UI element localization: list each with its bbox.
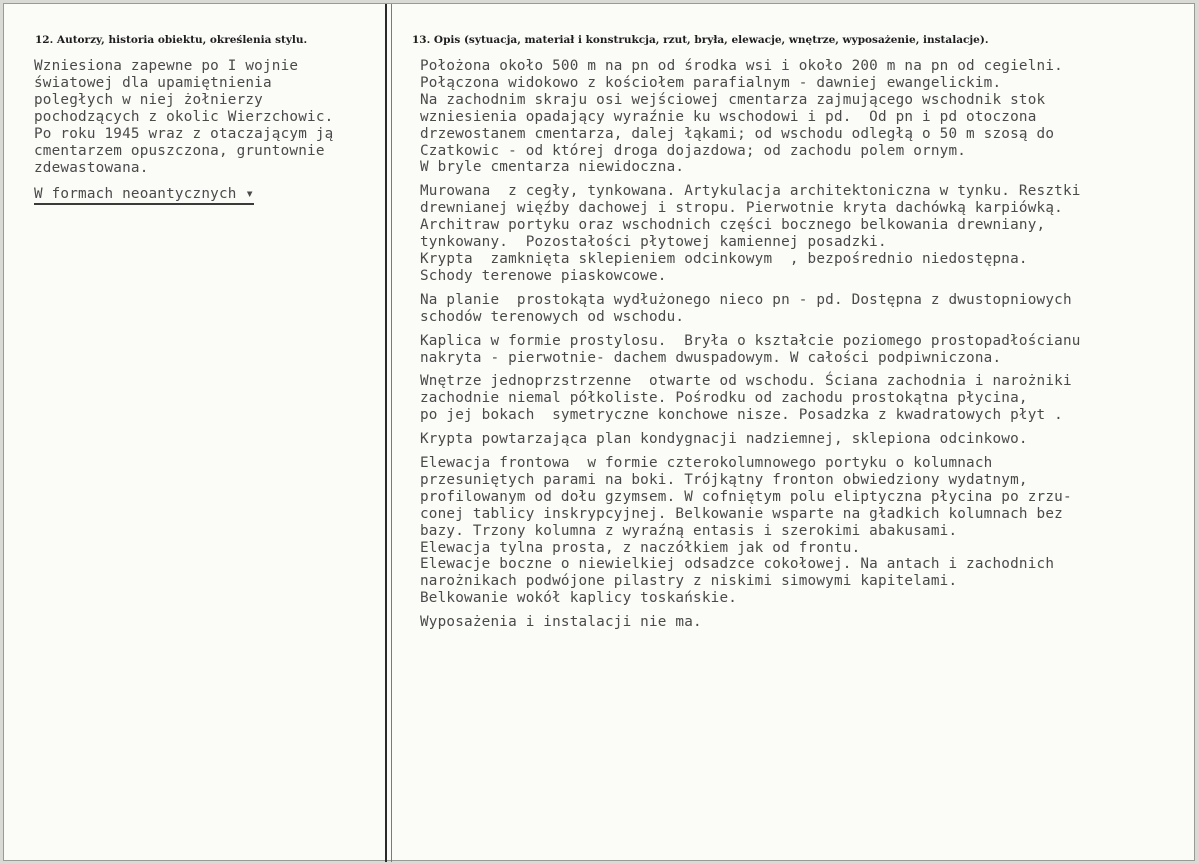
text-line: Krypta powtarzająca plan kondygnacji nadziemnej, sklepiona odcinkowo. xyxy=(420,431,1028,448)
text-line: po jej bokach symetryczne konchowe nisze. Posadzka z kwadratowych płyt . xyxy=(420,407,1063,424)
text-line: Położona około 500 m na pn od środka wsi i około 200 m na pn od cegielni. xyxy=(420,58,1063,74)
text-line: Wnętrze jednoprzstrzenne otwarte od wschodu. Ściana zachodnia i narożniki xyxy=(420,373,1072,390)
text-line: Murowana z cegły, tynkowana. Artykulacja architektoniczna w tynku. Resztki xyxy=(420,183,1081,200)
text-line: Czatkowic - od której droga dojazdowa; od zachodu polem ornym. xyxy=(420,142,967,159)
text-line: Wzniesiona zapewne po I wojnie xyxy=(34,58,299,74)
text-line: Kaplica w formie prostylosu. Bryła o kształcie poziomego prostopadłościanu xyxy=(420,332,1081,349)
text-line: nakryta - pierwotnie- dachem dwuspadowym. W całości podpiwniczona. xyxy=(420,349,1002,366)
column-divider xyxy=(385,4,387,862)
column-divider-thin xyxy=(391,4,392,862)
section-13-subtitle: (sytuacja, materiał i konstrukcja, rzut, bryła, elewacje, wnętrze, wyposażenie, instalacje). xyxy=(460,34,989,46)
text-line: bazy. Trzony kolumna z wyraźną entasis i szerokimi abakusami. xyxy=(420,522,958,539)
interior-paragraph xyxy=(420,373,1190,424)
text-line: poległych w niej żołnierzy xyxy=(34,92,263,108)
crypt-paragraph xyxy=(420,431,1190,448)
text-line: Po roku 1945 wraz z otaczającym ją xyxy=(34,126,334,142)
text-line: W bryle cmentarza niewidoczna. xyxy=(420,159,685,176)
document-sheet xyxy=(3,3,1195,861)
style-text: W formach neoantycznych ▾ xyxy=(34,186,254,205)
text-line: profilowanym od dołu gzymsem. W cofniętym polu eliptyczna płycina po zrzu- xyxy=(420,488,1072,505)
text-line: drzewostanem cmentarza, dalej łąkami; od wschodu odległą o 50 m szosą do xyxy=(420,125,1055,142)
text-line: Architraw portyku oraz wschodnich części bocznego belkowania drewniany, xyxy=(420,217,1046,234)
situation-paragraph xyxy=(420,58,1190,176)
text-line: światowej dla upamiętnienia xyxy=(34,75,272,91)
left-column-text xyxy=(34,58,379,203)
section-13-heading xyxy=(412,34,989,46)
text-line: conej tablicy inskrypcyjnej. Belkowanie wsparte na gładkich kolumnach bez xyxy=(420,505,1063,522)
text-line: schodów terenowych od wschodu. xyxy=(420,308,685,325)
text-line: Na planie prostokąta wydłużonego nieco pn - pd. Dostępna z dwustopniowych xyxy=(420,291,1072,308)
history-paragraph xyxy=(34,58,379,177)
text-line: drewnianej więźby dachowej i stropu. Pierwotnie kryta dachówką karpiówką. xyxy=(420,200,1063,217)
text-line: Wyposażenia i instalacji nie ma. xyxy=(420,614,702,631)
text-line: Na zachodnim skraju osi wejściowej cmentarza zajmującego wschodnik stok xyxy=(420,91,1046,108)
plan-paragraph xyxy=(420,292,1190,326)
text-line: tynkowany. Pozostałości płytowej kamiennej posadzki. xyxy=(420,234,887,251)
text-line: zdewastowana. xyxy=(34,160,149,176)
style-paragraph xyxy=(34,186,379,203)
material-paragraph xyxy=(420,183,1190,284)
text-line: Krypta zamknięta sklepieniem odcinkowym , bezpośrednio niedostępna. xyxy=(420,250,1028,267)
text-line: Połączona widokowo z kościołem parafialnym - dawniej ewangelickim. xyxy=(420,74,1002,91)
text-line: zachodnie niemal półkoliste. Pośrodku od zachodu prostokątna płycina, xyxy=(420,390,1028,407)
section-13-number: 13. Opis xyxy=(412,34,461,46)
text-line: przesuniętych parami na boki. Trójkątny fronton obwiedziony wydatnym, xyxy=(420,471,1028,488)
text-line: narożnikach podwójone pilastry z niskimi simowymi kapitelami. xyxy=(420,573,958,590)
text-line: pochodzących z okolic Wierzchowic. xyxy=(34,109,334,125)
text-line: wzniesienia opadający wyraźnie ku wschodowi i pd. Od pn i pd otoczona xyxy=(420,108,1037,125)
text-line: Elewacja frontowa w formie czterokolumnowego portyku o kolumnach xyxy=(420,455,993,472)
text-line: Elewacja tylna prosta, z naczółkiem jak od frontu. xyxy=(420,539,861,556)
text-line: cmentarzem opuszczona, gruntownie xyxy=(34,143,325,159)
text-line: Belkowanie wokół kaplicy toskańskie. xyxy=(420,590,738,607)
text-line: Schody terenowe piaskowcowe. xyxy=(420,267,667,284)
text-line: Elewacje boczne o niewielkiej odsadzce cokołowej. Na antach i zachodnich xyxy=(420,556,1055,573)
elevation-paragraph xyxy=(420,455,1190,607)
right-column-text xyxy=(420,58,1190,631)
equipment-paragraph xyxy=(420,614,1190,631)
section-12-heading: 12. Autorzy, historia obiektu, określenia stylu. xyxy=(35,34,308,46)
form-paragraph xyxy=(420,333,1190,367)
